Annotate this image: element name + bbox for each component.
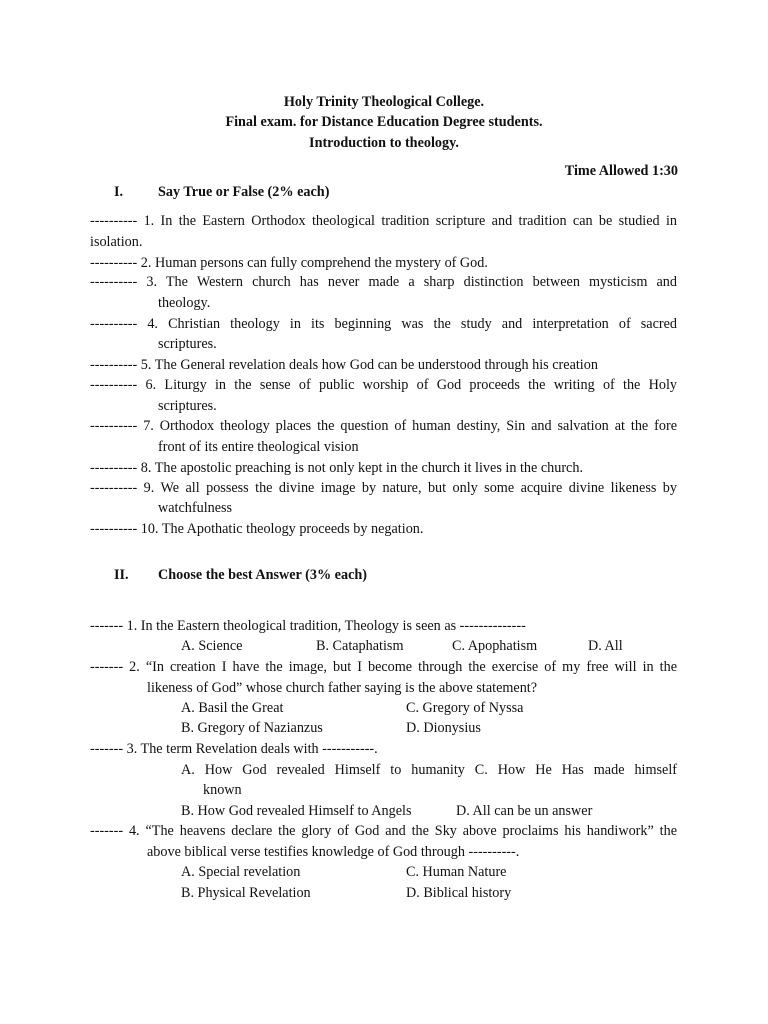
mc-q1-option-a: A. Science	[181, 638, 243, 654]
mc-q4-option-b: B. Physical Revelation	[181, 885, 311, 901]
tf-item-7: ---------- 7. Orthodox theology places the question of human destiny, Sin and salvation at the fore	[90, 418, 677, 434]
tf-item-4-cont: scriptures.	[158, 336, 217, 352]
section1-title: Say True or False (2% each)	[158, 184, 330, 200]
tf-item-9: ---------- 9. We all possess the divine image by nature, but only some acquire divine likeness by	[90, 480, 677, 496]
mc-q3-option-d: D. All can be un answer	[456, 803, 593, 819]
mc-q1-option-c: C. Apophatism	[452, 638, 538, 654]
mc-q2-option-d: D. Dionysius	[406, 720, 481, 736]
section2-title: Choose the best Answer (3% each)	[158, 567, 367, 583]
mc-q1-option-d: D. All	[588, 638, 623, 654]
mc-q3-option-b: B. How God revealed Himself to Angels	[181, 803, 412, 819]
tf-item-3: ---------- 3. The Western church has never made a sharp distinction between mysticism and	[90, 274, 677, 290]
exam-title: Final exam. for Distance Education Degree students.	[225, 114, 543, 130]
tf-item-1: ---------- 1. In the Eastern Orthodox theological tradition scripture and tradition can be studied in	[90, 213, 677, 229]
mc-q3-option-a-c: A. How God revealed Himself to humanity C. How He Has made himself	[181, 762, 677, 778]
tf-item-10: ---------- 10. The Apothatic theology proceeds by negation.	[90, 521, 424, 537]
tf-item-4: ---------- 4. Christian theology in its beginning was the study and interpretation of sacred	[90, 316, 677, 332]
mc-question-2: ------- 2. “In creation I have the image, but I become through the exercise of my free will in the	[90, 659, 677, 675]
tf-item-9-cont: watchfulness	[158, 500, 233, 516]
college-name: Holy Trinity Theological College.	[283, 94, 485, 110]
mc-q2-option-a: A. Basil the Great	[181, 700, 284, 716]
course-title: Introduction to theology.	[309, 135, 459, 151]
mc-question-1: ------- 1. In the Eastern theological tradition, Theology is seen as --------------	[90, 618, 526, 634]
mc-q4-option-d: D. Biblical history	[406, 885, 512, 901]
mc-question-4: ------- 4. “The heavens declare the glory of God and the Sky above proclaims his handiwork” the	[90, 823, 677, 839]
section1-numeral: I.	[114, 184, 124, 200]
mc-q1-option-b: B. Cataphatism	[316, 638, 404, 654]
mc-q2-option-c: C. Gregory of Nyssa	[406, 700, 524, 716]
tf-item-5: ---------- 5. The General revelation deals how God can be understood through his creation	[90, 357, 598, 373]
mc-question-4-cont: above biblical verse testifies knowledge of God through ----------.	[147, 844, 520, 860]
tf-item-2: ---------- 2. Human persons can fully comprehend the mystery of God.	[90, 255, 488, 271]
mc-q4-option-c: C. Human Nature	[406, 864, 507, 880]
mc-q2-option-b: B. Gregory of Nazianzus	[181, 720, 323, 736]
tf-item-6-cont: scriptures.	[158, 398, 217, 414]
tf-item-7-cont: front of its entire theological vision	[158, 439, 359, 455]
tf-item-6: ---------- 6. Liturgy in the sense of public worship of God proceeds the writing of the Holy	[90, 377, 677, 393]
mc-question-2-cont: likeness of God” whose church father saying is the above statement?	[147, 680, 538, 696]
mc-q3-option-c-cont: known	[203, 782, 242, 798]
mc-q4-option-a: A. Special revelation	[181, 864, 301, 880]
tf-item-8: ---------- 8. The apostolic preaching is not only kept in the church it lives in the church.	[90, 460, 583, 476]
tf-item-3-cont: theology.	[158, 295, 211, 311]
time-allowed: Time Allowed 1:30	[564, 163, 678, 179]
mc-question-3: ------- 3. The term Revelation deals with -----------.	[90, 741, 378, 757]
tf-item-1-cont: isolation.	[90, 234, 143, 250]
section2-numeral: II.	[114, 567, 129, 583]
